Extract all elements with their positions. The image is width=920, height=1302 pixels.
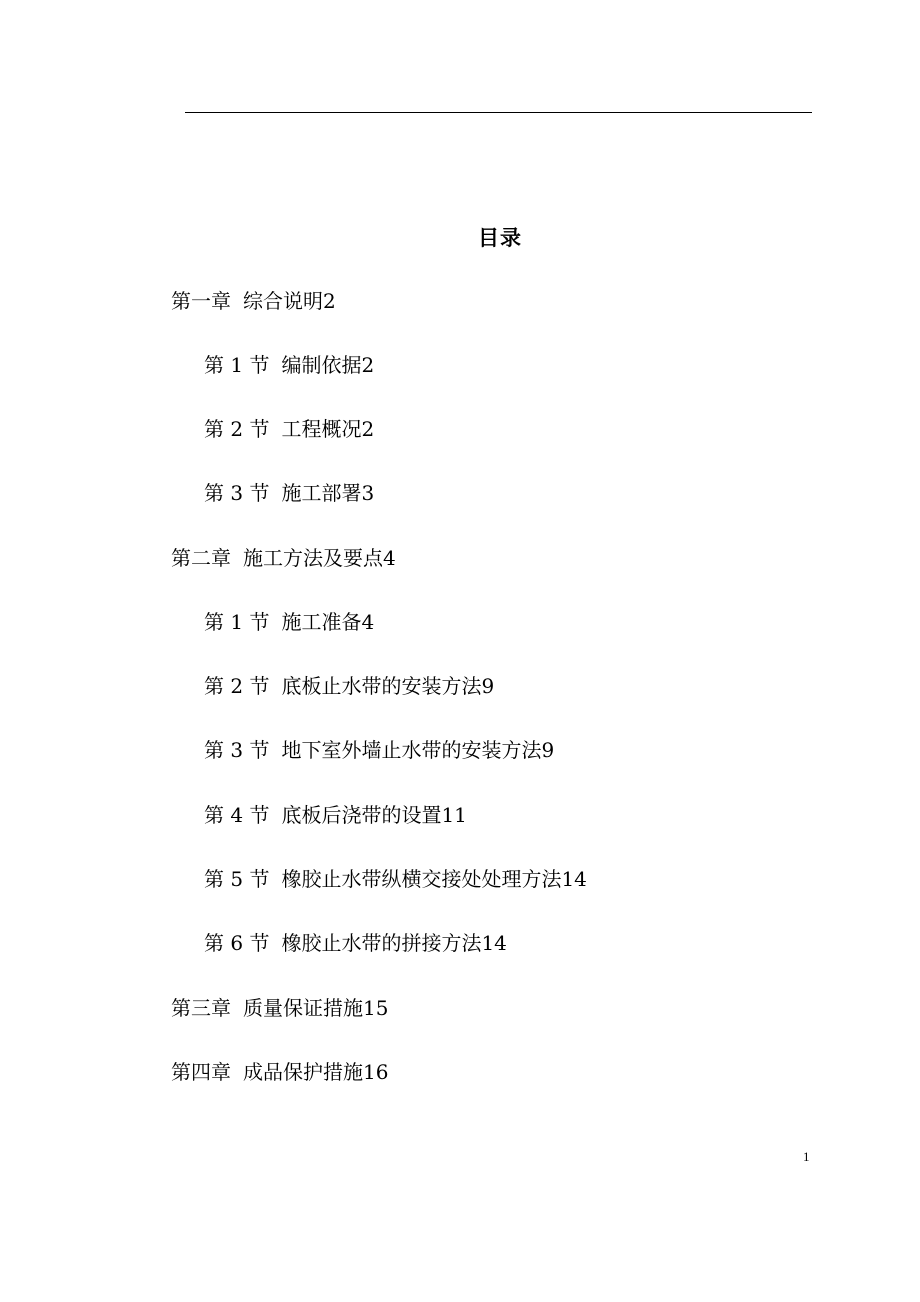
toc-entry-title: 底板后浇带的设置 <box>281 803 442 827</box>
toc-entry-page: 14 <box>561 867 587 891</box>
toc-entry-title: 橡胶止水带纵横交接处处理方法 <box>281 867 562 891</box>
toc-entry-number: 第一章 <box>171 289 231 313</box>
toc-entry-section-2-5[interactable] <box>204 866 587 892</box>
toc-entry-title: 综合说明 <box>243 289 323 313</box>
toc-entry-title: 地下室外墙止水带的安装方法 <box>281 738 542 762</box>
toc-entry-chapter-3[interactable] <box>171 995 388 1021</box>
toc-entry-title: 施工准备 <box>281 610 362 634</box>
toc-entry-title: 橡胶止水带的拼接方法 <box>281 931 482 955</box>
toc-entry-number: 第 4 节 <box>204 803 270 827</box>
toc-entry-page: 4 <box>383 546 396 570</box>
toc-entry-section-1-3[interactable] <box>204 480 374 506</box>
toc-entry-section-2-2[interactable] <box>204 673 494 699</box>
toc-entry-section-1-1[interactable] <box>204 352 374 378</box>
toc-entry-number: 第 1 节 <box>204 610 270 634</box>
page-number: 1 <box>803 1149 810 1164</box>
toc-entry-section-1-2[interactable] <box>204 416 374 442</box>
toc-entry-page: 2 <box>323 289 336 313</box>
toc-entry-chapter-1[interactable] <box>171 288 336 314</box>
toc-entry-title: 成品保护措施 <box>243 1060 363 1084</box>
toc-entry-page: 11 <box>441 803 467 827</box>
toc-entry-page: 3 <box>361 481 375 505</box>
toc-entry-number: 第 6 节 <box>204 931 270 955</box>
toc-entry-page: 9 <box>481 674 495 698</box>
toc-title: 目录 <box>478 225 522 250</box>
toc-entry-section-2-4[interactable] <box>204 802 467 828</box>
toc-entry-title: 施工部署 <box>281 481 362 505</box>
toc-entry-number: 第二章 <box>171 546 231 570</box>
toc-entry-title: 施工方法及要点 <box>243 546 383 570</box>
toc-entry-chapter-4[interactable] <box>171 1059 388 1085</box>
toc-entry-chapter-2[interactable] <box>171 545 396 571</box>
toc-entry-title: 编制依据 <box>281 353 362 377</box>
toc-entry-section-2-1[interactable] <box>204 609 374 635</box>
toc-entry-number: 第 1 节 <box>204 353 270 377</box>
toc-entry-page: 15 <box>363 996 389 1020</box>
toc-entry-page: 2 <box>361 417 375 441</box>
toc-entry-number: 第四章 <box>171 1060 231 1084</box>
toc-entry-page: 16 <box>363 1060 389 1084</box>
toc-entry-title: 工程概况 <box>281 417 362 441</box>
toc-entry-page: 2 <box>361 353 375 377</box>
toc-entry-page: 4 <box>361 610 375 634</box>
toc-entry-number: 第 3 节 <box>204 738 270 762</box>
toc-entry-number: 第 2 节 <box>204 417 270 441</box>
toc-entry-section-2-3[interactable] <box>204 737 554 763</box>
toc-entry-title: 质量保证措施 <box>243 996 363 1020</box>
toc-entry-number: 第三章 <box>171 996 231 1020</box>
toc-entry-number: 第 2 节 <box>204 674 270 698</box>
toc-entry-section-2-6[interactable] <box>204 930 507 956</box>
toc-entry-title: 底板止水带的安装方法 <box>281 674 482 698</box>
toc-entry-page: 9 <box>541 738 555 762</box>
toc-entry-number: 第 5 节 <box>204 867 270 891</box>
toc-entry-page: 14 <box>481 931 507 955</box>
toc-entry-number: 第 3 节 <box>204 481 270 505</box>
